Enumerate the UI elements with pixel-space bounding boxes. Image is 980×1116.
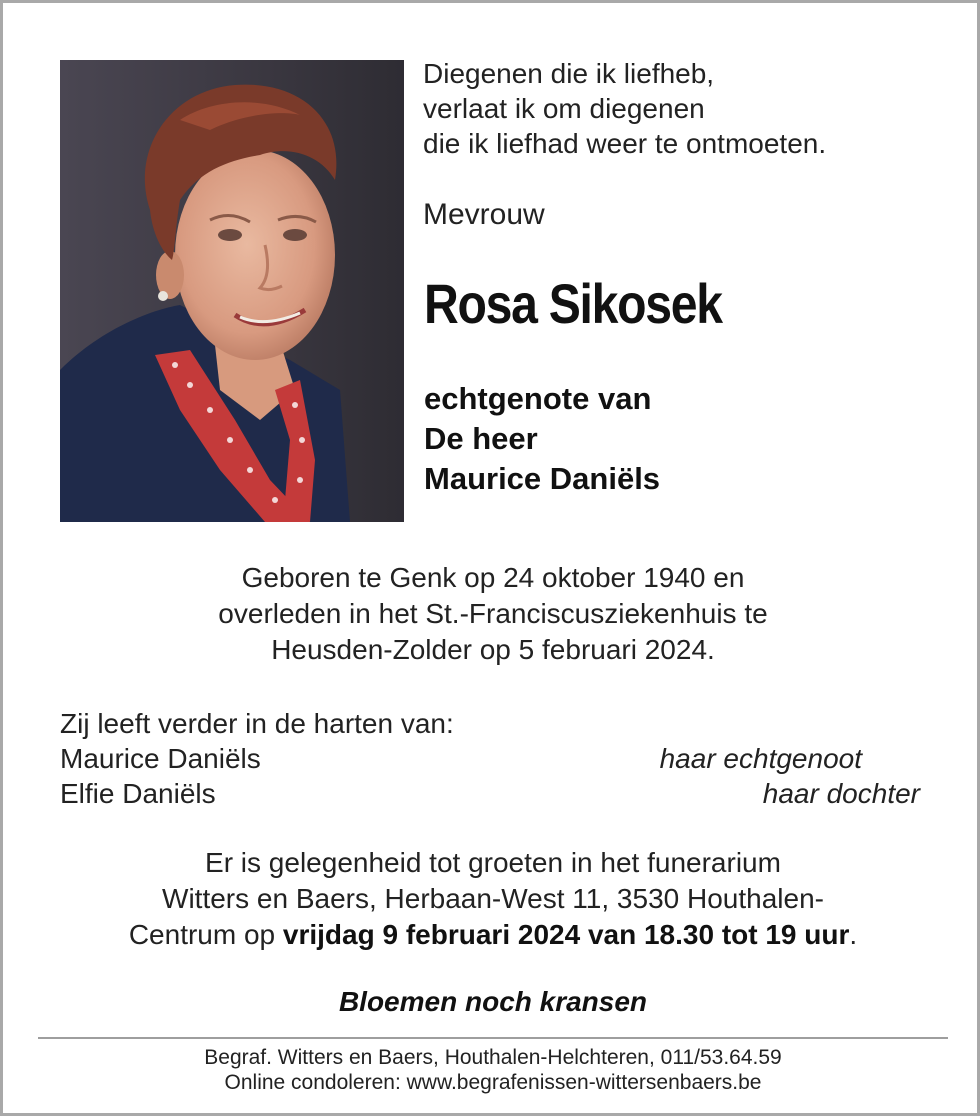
poem-line: verlaat ik om diegenen [423, 93, 705, 124]
portrait-icon [60, 60, 404, 522]
survivor-name: Maurice Daniëls [60, 743, 261, 774]
poem-line: Diegenen die ik liefheb, [423, 58, 715, 89]
poem-line: die ik liefhad weer te ontmoeten. [423, 128, 827, 159]
divider [38, 1037, 948, 1039]
visit-line: Er is gelegenheid tot groeten in het funerarium [205, 847, 781, 878]
survivor-relation: haar echtgenoot [659, 743, 862, 774]
spouse-info [424, 379, 944, 499]
footer [3, 1045, 980, 1095]
portrait-photo [60, 60, 404, 522]
survivor-relation: haar dochter [762, 778, 920, 809]
honorific: Mevrouw [423, 198, 545, 231]
survivors [60, 706, 920, 811]
birth-death-info [3, 560, 980, 668]
visit-text: Centrum op [128, 919, 283, 950]
spouse-line: De heer [424, 421, 538, 456]
flowers-note: Bloemen noch kransen [338, 986, 648, 1017]
footer-condolence-link[interactable]: Online condoleren: www.begrafenissen-wittersenbaers.be [224, 1071, 762, 1094]
survivors-intro: Zij leeft verder in de harten van: [60, 708, 454, 739]
born-line: Geboren te Genk op 24 oktober 1940 en [241, 562, 745, 593]
visit-line: Witters en Baers, Herbaan-West 11, 3530 Houthalen- [162, 883, 824, 914]
born-line: overleden in het St.-Franciscusziekenhuis te [218, 598, 768, 629]
survivor-name: Elfie Daniëls [60, 778, 216, 809]
visit-line [3, 917, 980, 953]
spouse-line: echtgenote van [424, 381, 652, 416]
born-line: Heusden-Zolder op 5 februari 2024. [271, 634, 715, 665]
visit-datetime: vrijdag 9 februari 2024 van 18.30 tot 19 uur [282, 919, 850, 950]
poem [423, 56, 943, 161]
visitation-info [3, 845, 980, 953]
footer-funeral-home: Begraf. Witters en Baers, Houthalen-Helchteren, 011/53.64.59 [204, 1046, 782, 1069]
spouse-line: Maurice Daniëls [424, 461, 661, 496]
survivor-row [60, 776, 920, 811]
deceased-name: Rosa Sikosek [424, 272, 722, 335]
survivor-row [60, 741, 920, 776]
visit-text-end: . [849, 919, 858, 950]
